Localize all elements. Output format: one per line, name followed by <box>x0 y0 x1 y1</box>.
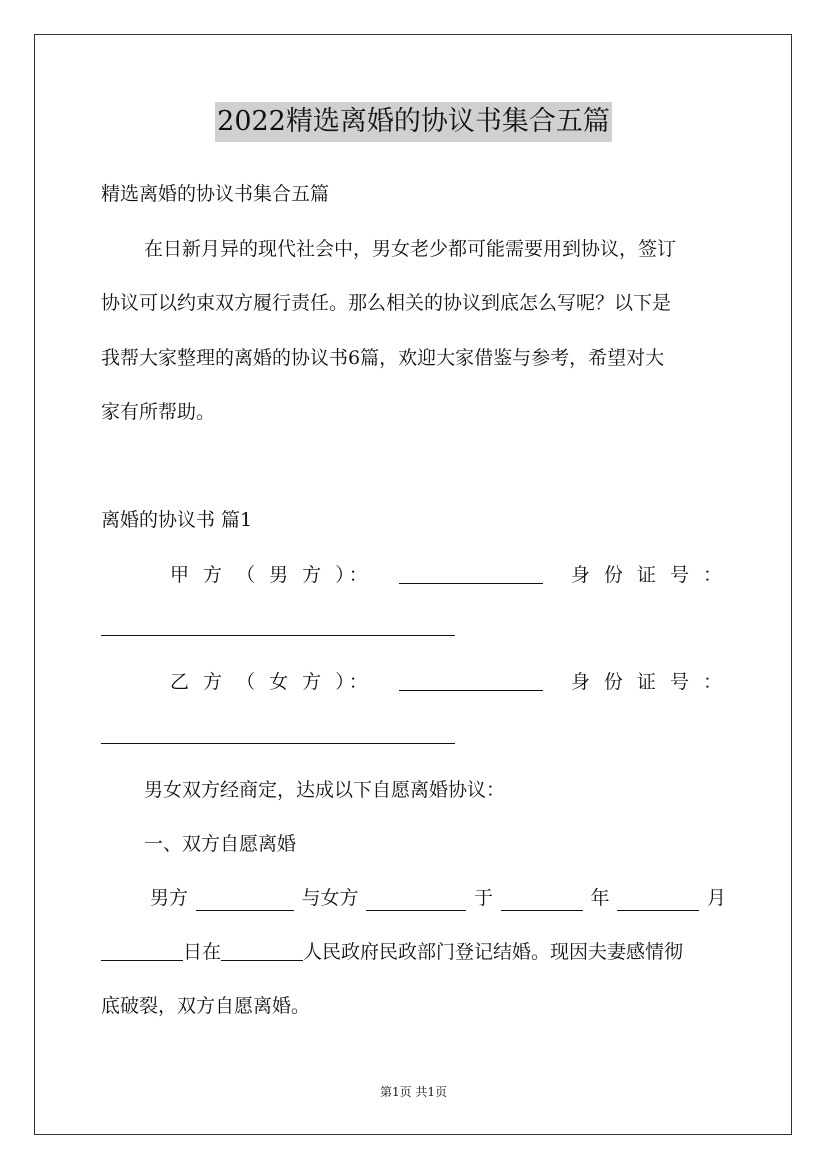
party-b-label: 乙 方 （ 女 方 ）： <box>170 671 372 693</box>
intro-line-2: 协议可以约束双方履行责任。那么相关的协议到底怎么写呢？以下是 <box>101 292 672 314</box>
title-container <box>0 102 827 142</box>
clause-one-heading: 一、双方自愿离婚 <box>144 833 297 855</box>
on-label: 于 <box>473 887 493 909</box>
page-footer: 第1页 共1页 <box>379 1085 448 1099</box>
day-blank[interactable] <box>101 940 183 961</box>
party-b-id-blank[interactable] <box>101 742 455 744</box>
party-a-row <box>170 562 726 588</box>
agreement-intro: 男女双方经商定，达成以下自愿离婚协议： <box>144 779 506 801</box>
party-a-label: 甲 方 （ 男 方 ）： <box>170 564 372 586</box>
month-label: 月 <box>706 887 726 909</box>
party-a-name-blank[interactable] <box>399 563 543 584</box>
party-b-name-blank[interactable] <box>399 670 543 691</box>
party-b-row <box>170 669 726 695</box>
section-heading: 离婚的协议书 篇1 <box>101 509 253 531</box>
month-blank[interactable] <box>617 890 699 911</box>
woman-name-blank[interactable] <box>366 890 466 911</box>
document-subtitle: 精选离婚的协议书集合五篇 <box>101 183 330 205</box>
man-name-blank[interactable] <box>196 890 294 911</box>
party-b-id-label: 身 份 证 号 ： <box>570 671 726 693</box>
clause-one-line-3: 底破裂，双方自愿离婚。 <box>101 995 311 1017</box>
party-a-id-label: 身 份 证 号 ： <box>570 564 726 586</box>
intro-line-3: 我帮大家整理的离婚的协议书6篇，欢迎大家借鉴与参考，希望对大 <box>101 347 665 369</box>
document-title: 2022精选离婚的协议书集合五篇 <box>215 102 612 142</box>
with-woman-label: 与女方 <box>301 887 359 909</box>
clause-one-line-2 <box>101 939 683 965</box>
year-blank[interactable] <box>501 890 583 911</box>
clause-one-line-1 <box>150 885 726 911</box>
clause-one-line-2-text: 人民政府民政部门登记结婚。现因夫妻感情彻 <box>303 941 684 963</box>
day-at-label: 日在 <box>183 941 222 963</box>
place-blank[interactable] <box>221 940 303 961</box>
year-label: 年 <box>590 887 610 909</box>
party-a-id-blank[interactable] <box>101 634 455 636</box>
intro-line-4: 家有所帮助。 <box>101 401 216 423</box>
intro-line-1: 在日新月异的现代社会中，男女老少都可能需要用到协议，签订 <box>144 238 677 260</box>
man-label: 男方 <box>150 887 189 909</box>
